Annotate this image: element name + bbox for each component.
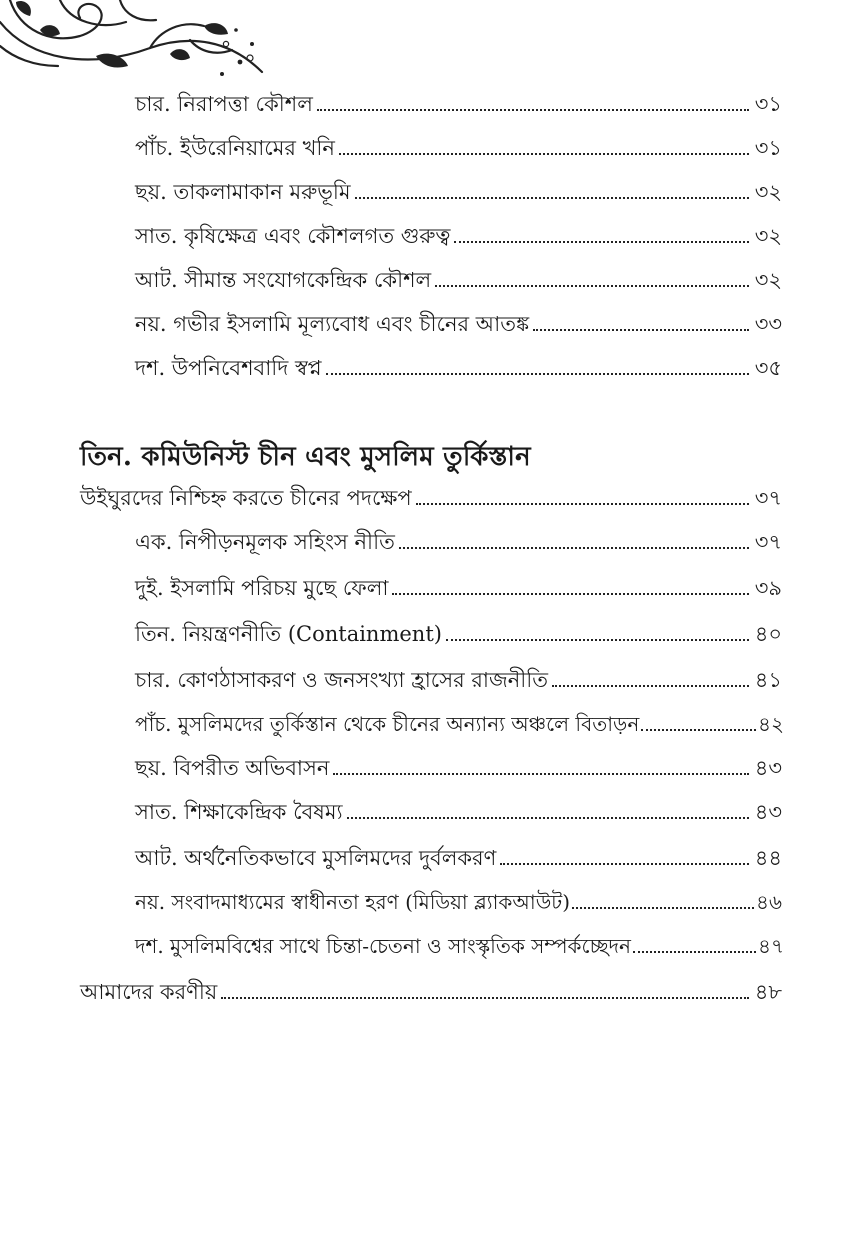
dot-leader — [333, 773, 748, 775]
toc-entry-marginalization-population-politics[interactable] — [135, 662, 782, 692]
dot-leader — [552, 685, 749, 687]
toc-page-number: ৩৭ — [754, 486, 782, 510]
dot-leader — [221, 997, 748, 999]
toc-page-number: ৪১ — [754, 668, 782, 692]
toc-entry-reverse-migration[interactable] — [135, 750, 782, 780]
toc-page-number: ৪৩ — [754, 800, 782, 824]
toc-entry-label: নয়. সংবাদমাধ্যমের স্বাধীনতা হরণ (মিডিয়া ব্ল্যাকআউট) — [135, 890, 570, 914]
toc-page-number: ৩৯ — [754, 576, 782, 600]
toc-page-number: ৪২ — [758, 712, 784, 736]
toc-page-number: ৪৭ — [758, 934, 784, 958]
toc-page-number: ৪০ — [754, 622, 782, 646]
toc-page-number: ৩২ — [754, 180, 782, 204]
toc-entry-media-blackout[interactable] — [135, 884, 782, 914]
toc-page-number: ৩৭ — [754, 530, 782, 554]
toc-entry-our-duties[interactable] — [80, 974, 782, 1004]
toc-entry-label: দশ. উপনিবেশবাদি স্বপ্ন — [135, 356, 322, 380]
toc-entry-label: চার. নিরাপত্তা কৌশল — [135, 92, 313, 116]
toc-entry-uyghur-elimination-steps[interactable] — [80, 480, 782, 510]
toc-page-number: ৩১ — [754, 136, 782, 160]
dot-leader — [317, 109, 749, 111]
toc-entry-label: আট. অর্থনৈতিকভাবে মুসলিমদের দুর্বলকরণ — [135, 846, 497, 870]
toc-entry-label: সাত. শিক্ষাকেন্দ্রিক বৈষম্য — [135, 800, 343, 824]
toc-entry-label: নয়. গভীর ইসলামি মূল্যবোধ এবং চীনের আতঙ্ক — [135, 312, 530, 336]
toc-entry-agriculture-strategic-importance[interactable] — [135, 218, 782, 248]
dot-leader — [347, 817, 749, 819]
toc-entry-educational-discrimination[interactable] — [135, 794, 782, 824]
dot-leader — [435, 285, 749, 287]
toc-page-number: ৪৮ — [754, 980, 782, 1004]
dot-leader — [500, 863, 748, 865]
section-heading: তিন. কমিউনিস্ট চীন এবং মুসলিম তুর্কিস্তান — [80, 442, 531, 472]
toc-entry-label: আমাদের করণীয় — [80, 980, 218, 1004]
toc-entry-label: এক. নিপীড়নমূলক সহিংস নীতি — [135, 530, 395, 554]
toc-page-number: ৩২ — [754, 224, 782, 248]
toc-entry-label: উইঘুরদের নিশ্চিহ্ন করতে চীনের পদক্ষেপ — [80, 486, 412, 510]
toc-entry-label: সাত. কৃষিক্ষেত্র এবং কৌশলগত গুরুত্ব — [135, 224, 451, 248]
toc-entry-border-connectivity-strategy[interactable] — [135, 262, 782, 292]
toc-entry-label: চার. কোণঠাসাকরণ ও জনসংখ্যা হ্রাসের রাজনীতি — [135, 668, 549, 692]
dot-leader — [633, 951, 756, 953]
toc-entry-colonial-dream[interactable] — [135, 350, 782, 380]
toc-page-number: ৩২ — [754, 268, 782, 292]
dot-leader — [641, 729, 756, 731]
toc-entry-economic-weakening[interactable] — [135, 840, 782, 870]
toc-page-number: ৪৬ — [756, 890, 782, 914]
toc-entry-label: পাঁচ. ইউরেনিয়ামের খনি — [135, 136, 335, 160]
dot-leader — [399, 547, 749, 549]
dot-leader — [392, 593, 748, 595]
toc-page-number: ৩৩ — [754, 312, 782, 336]
toc-page-number: ৪৩ — [754, 756, 782, 780]
dot-leader — [533, 329, 749, 331]
dot-leader — [416, 503, 749, 505]
toc-entry-label: ছয়. বিপরীত অভিবাসন — [135, 756, 330, 780]
toc-entry-label: আট. সীমান্ত সংযোগকেন্দ্রিক কৌশল — [135, 268, 432, 292]
toc-entry-cultural-disconnection[interactable] — [135, 928, 784, 958]
dot-leader — [339, 153, 749, 155]
toc-entry-expulsion-from-turkistan[interactable] — [135, 706, 784, 736]
dot-leader — [355, 197, 749, 199]
toc-entry-islamic-values-china-fear[interactable] — [135, 306, 782, 336]
dot-leader — [572, 907, 754, 909]
toc-entry-uranium-mines[interactable] — [135, 130, 782, 160]
toc-entry-security-strategy[interactable] — [135, 86, 782, 116]
toc-entry-oppressive-violent-policy[interactable] — [135, 524, 782, 554]
toc-entry-label: তিন. নিয়ন্ত্রণনীতি (Containment) — [135, 622, 442, 646]
toc-page-number: ৩১ — [754, 92, 782, 116]
dot-leader — [454, 241, 748, 243]
toc-entry-taklamakan-desert[interactable] — [135, 174, 782, 204]
toc-entry-erasing-islamic-identity[interactable] — [135, 570, 782, 600]
toc-entry-label: পাঁচ. মুসলিমদের তুর্কিস্তান থেকে চীনের অন্যান্য অঞ্চলে বিতাড়ন — [135, 712, 640, 736]
toc-entry-label: দশ. মুসলিমবিশ্বের সাথে চিন্তা-চেতনা ও সাংস্কৃতিক সম্পর্কচ্ছেদন — [135, 934, 631, 958]
toc-entry-label: ছয়. তাকলামাকান মরুভূমি — [135, 180, 351, 204]
toc-page-number: ৩৫ — [754, 356, 782, 380]
toc-entry-containment-policy[interactable] — [135, 616, 782, 646]
dot-leader — [446, 639, 749, 641]
toc-page-number: ৪৪ — [754, 846, 782, 870]
dot-leader — [326, 373, 749, 375]
toc-entry-label: দুই. ইসলামি পরিচয় মুছে ফেলা — [135, 576, 389, 600]
